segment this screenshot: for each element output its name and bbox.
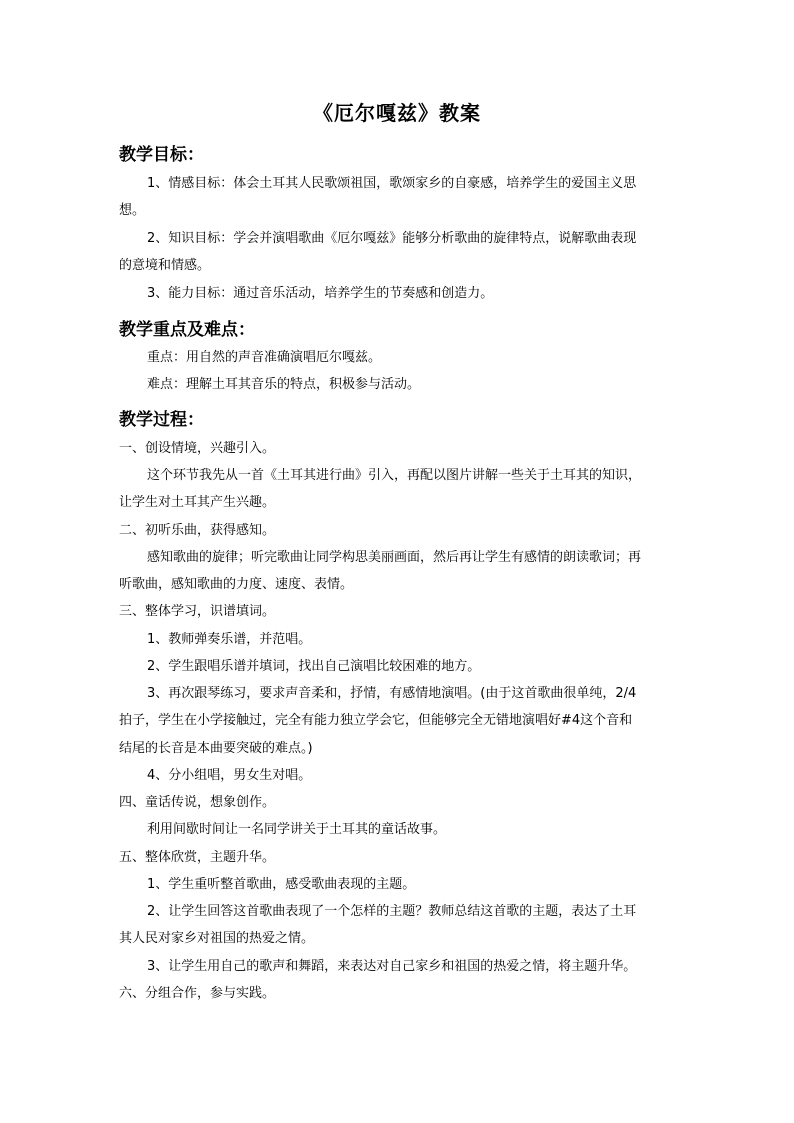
- process-line: 1、教师弹奏乐谱，并范唱。: [147, 632, 312, 647]
- process-step-heading: 六、分组合作，参与实践。: [119, 986, 276, 1001]
- key-point-line: 重点：用自然的声音准确演唱厄尔嘎兹。: [147, 350, 382, 365]
- goal-line: 2、知识目标：学会并演唱歌曲《厄尔嘎兹》能够分析歌曲的旋律特点，说解歌曲表现: [147, 231, 637, 246]
- process-line: 2、学生跟唱乐谱并填词，找出自己演唱比较困难的地方。: [147, 659, 481, 674]
- process-line: 利用间歇时间让一名同学讲关于土耳其的童话故事。: [147, 822, 447, 837]
- process-line: 3、再次跟琴练习，要求声音柔和，抒情，有感情地演唱。(由于这首歌曲很单纯，2/4: [147, 686, 637, 701]
- goal-line: 3、能力目标：通过音乐活动，培养学生的节奏感和创造力。: [147, 286, 494, 301]
- process-step-heading: 四、童话传说，想象创作。: [119, 795, 276, 810]
- process-line: 这个环节我先从一首《土耳其进行曲》引入，再配以图片讲解一些关于土耳其的知识，: [147, 468, 642, 483]
- goal-line: 1、情感目标：体会土耳其人民歌颂祖国，歌颂家乡的自豪感，培养学生的爱国主义思: [147, 176, 637, 191]
- process-step-heading: 五、整体欣赏，主题升华。: [119, 850, 276, 865]
- goal-line: 想。: [119, 203, 146, 218]
- process-line: 2、让学生回答这首歌曲表现了一个怎样的主题？教师总结这首歌的主题，表达了土耳: [147, 904, 637, 919]
- process-line: 3、让学生用自己的歌声和舞蹈，来表达对自己家乡和祖国的热爱之情，将主题升华。: [147, 959, 637, 974]
- document-title: 《厄尔嘎兹》教案: [313, 101, 481, 125]
- process-line: 1、学生重听整首歌曲，感受歌曲表现的主题。: [147, 877, 416, 892]
- process-line: 结尾的长音是本曲要突破的难点。): [119, 741, 313, 756]
- process-step-heading: 二、初听乐曲，获得感知。: [119, 523, 276, 538]
- process-line: 其人民对家乡对祖国的热爱之情。: [119, 931, 315, 946]
- section-heading-key-points: 教学重点及难点：: [119, 320, 255, 340]
- process-line: 感知歌曲的旋律；听完歌曲让同学构思美丽画面，然后再让学生有感情的朗读歌词；再: [147, 550, 642, 565]
- key-point-line: 难点：理解土耳其音乐的特点，积极参与活动。: [147, 377, 421, 392]
- section-heading-process: 教学过程：: [119, 410, 204, 430]
- process-step-heading: 三、整体学习，识谱填词。: [119, 604, 276, 619]
- section-heading-goals: 教学目标：: [119, 145, 204, 165]
- process-step-heading: 一、创设情境，兴趣引入。: [119, 441, 276, 456]
- goal-line: 的意境和情感。: [119, 258, 211, 273]
- process-line: 听歌曲，感知歌曲的力度、速度、表情。: [119, 577, 354, 592]
- process-line: 4、分小组唱，男女生对唱。: [147, 768, 312, 783]
- process-line: 让学生对土耳其产生兴趣。: [119, 495, 276, 510]
- process-line: 拍子，学生在小学接触过，完全有能力独立学会它，但能够完全无错地演唱好#4这个音和: [119, 713, 633, 728]
